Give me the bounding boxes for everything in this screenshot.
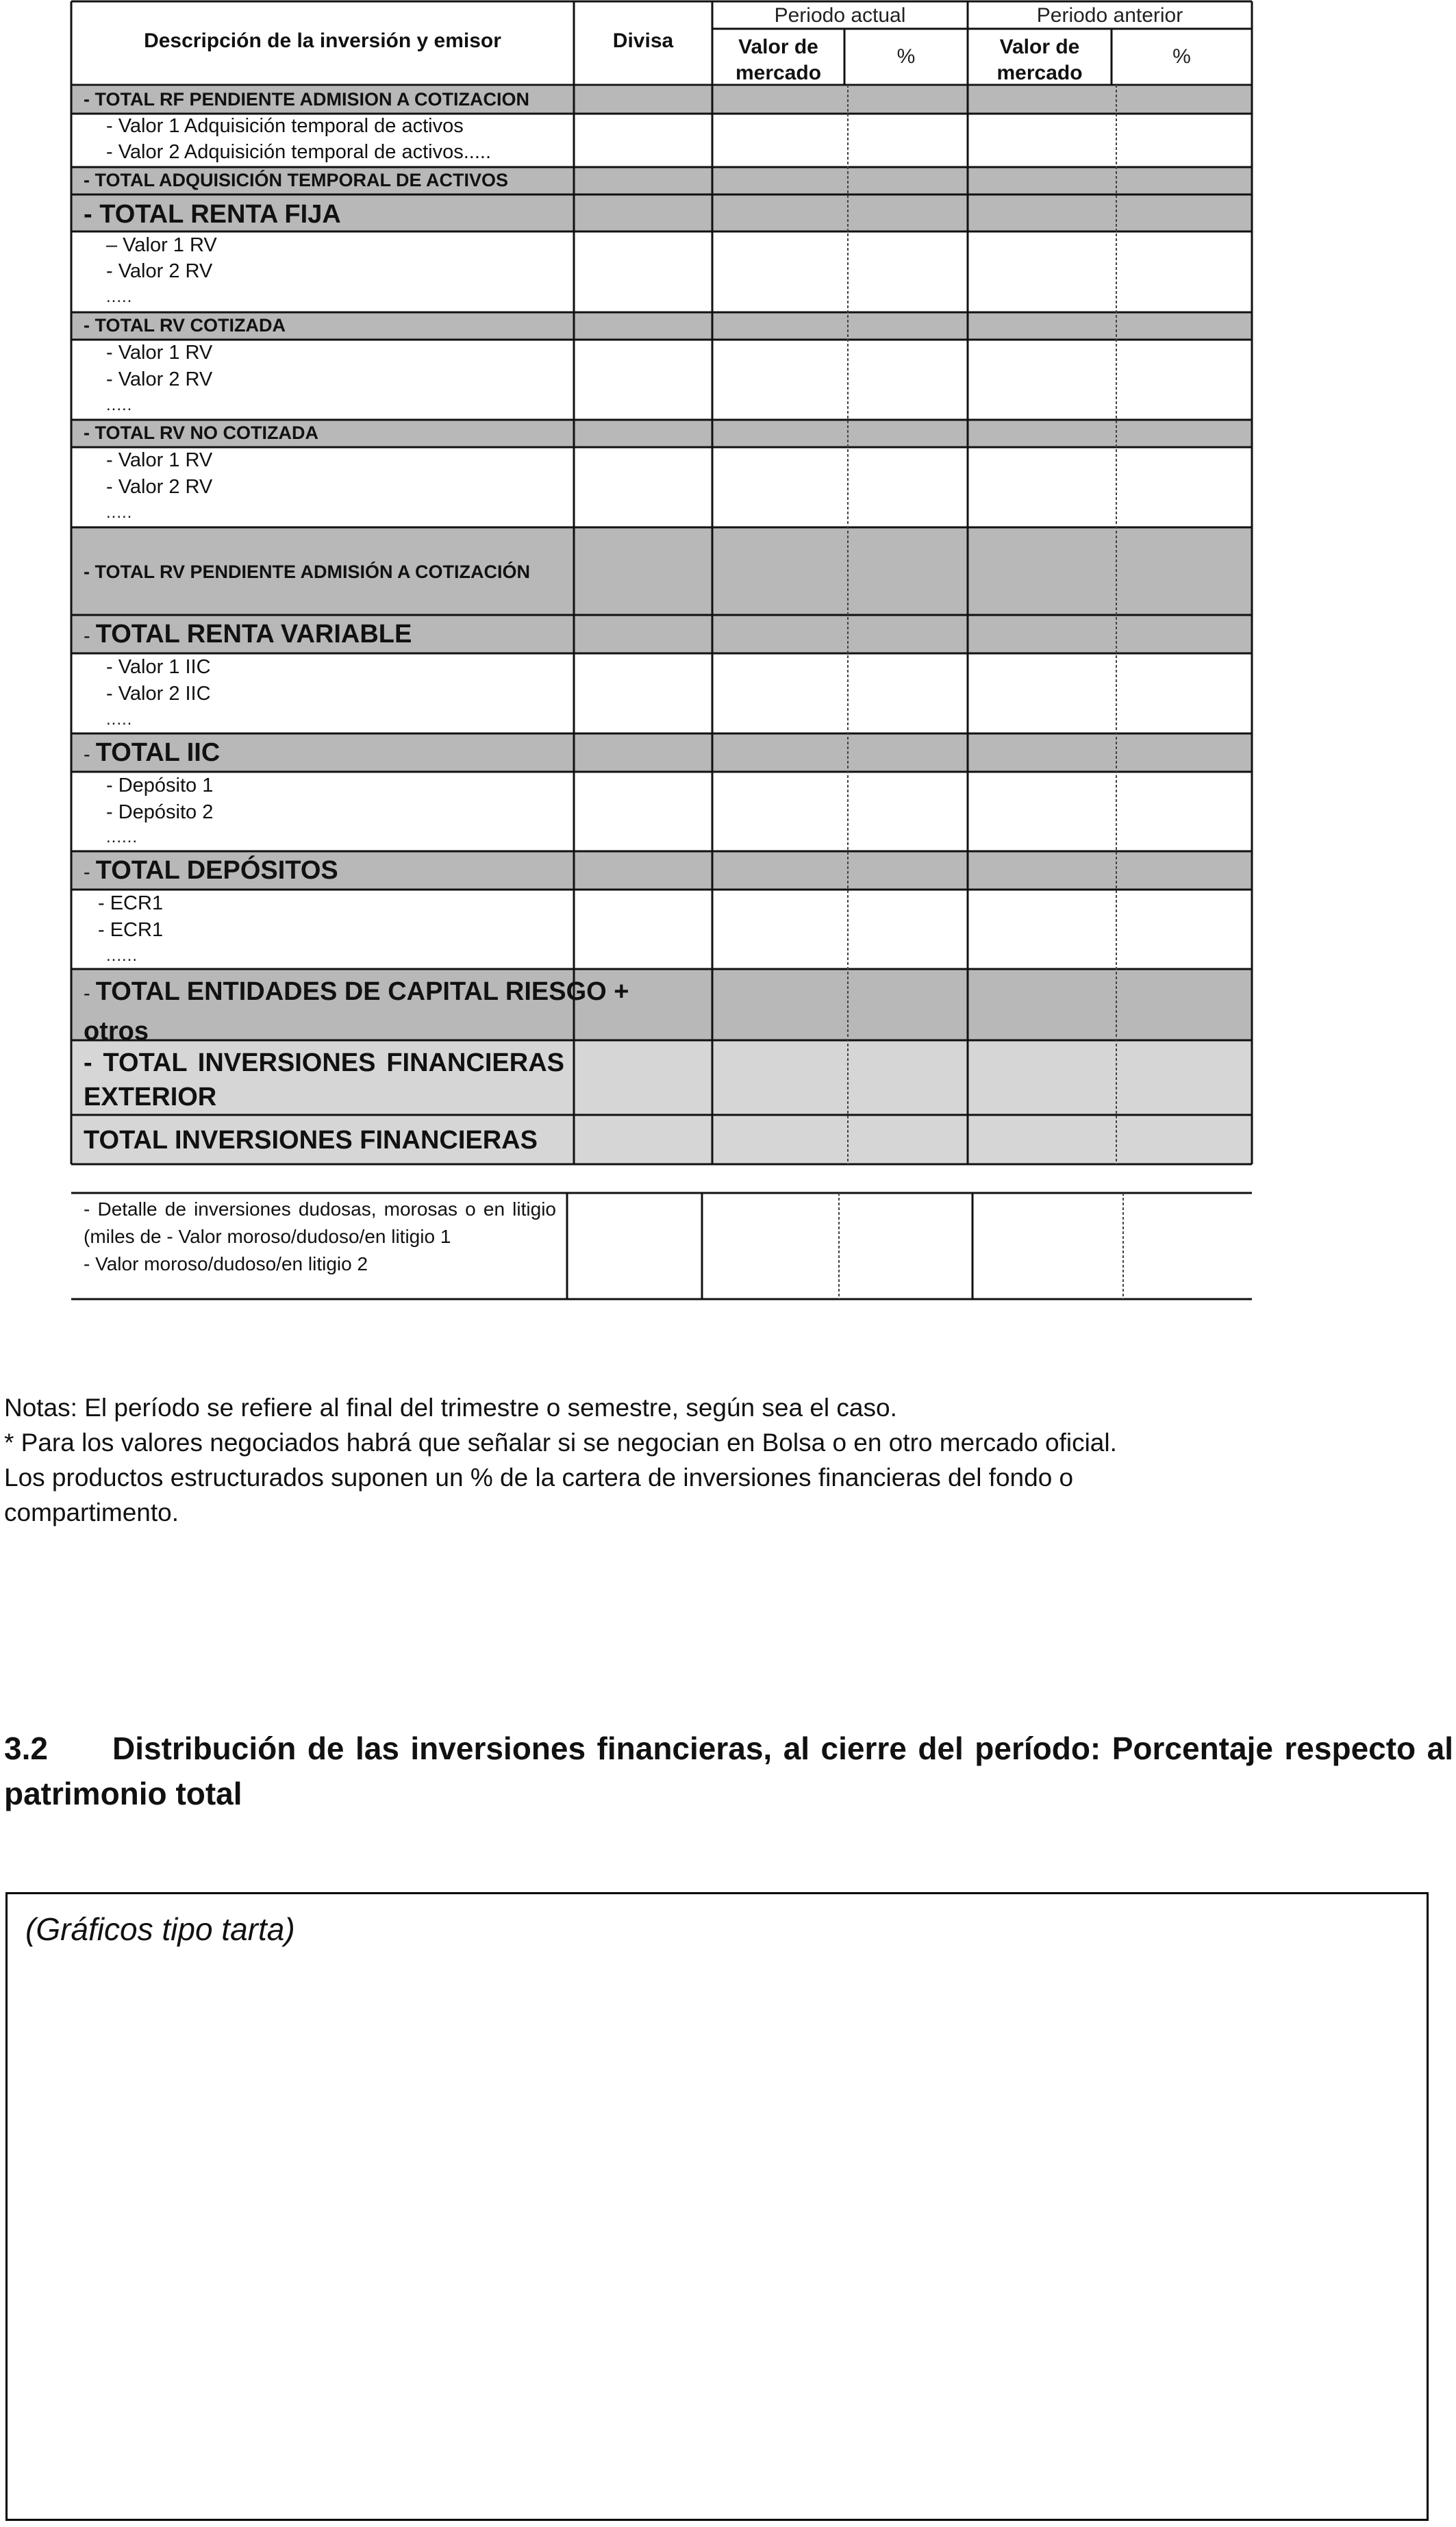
pie-chart-caption: (Gráficos tipo tarta): [25, 1911, 295, 1947]
row-rvc-valor-2: - Valor 2 RV: [106, 368, 213, 390]
row-deposito-2: - Depósito 2: [106, 801, 214, 823]
row-detalle-dudosas: [84, 1196, 556, 1278]
row-adq-valor-1: - Valor 1 Adquisición temporal de activos: [106, 115, 464, 137]
previous-market-value-line1: Valor de: [999, 36, 1080, 58]
row-rf-dots: .....: [106, 288, 133, 306]
note-line-4: compartimento.: [4, 1498, 179, 1526]
row-total-ecr-prefix: -: [84, 983, 96, 1005]
section-title-line2: patrimonio total: [4, 1776, 242, 1811]
current-percent-header: %: [896, 45, 916, 68]
row-detalle-text: - Detalle de inversiones dudosas, morosas o en litigio (miles de - Valor moroso/dudoso/en litigio 1: [84, 1198, 556, 1247]
section-heading: [4, 1726, 1453, 1816]
pie-chart-placeholder-box: [5, 1892, 1429, 2521]
row-iic-dots: .....: [106, 710, 133, 729]
row-total-iic-prefix: -: [84, 744, 96, 766]
row-rvc-dots: .....: [106, 396, 133, 414]
row-total-renta-variable-label: TOTAL RENTA VARIABLE: [95, 620, 412, 649]
row-total-rv-pendiente: - TOTAL RV PENDIENTE ADMISIÓN A COTIZACIÓN: [84, 562, 531, 582]
row-total-renta-variable-prefix: -: [84, 625, 96, 647]
row-total-exterior-line2: EXTERIOR: [84, 1083, 217, 1111]
row-rvnc-dots: .....: [106, 503, 133, 522]
row-total-renta-variable: [84, 621, 412, 647]
row-rvnc-valor-1: - Valor 1 RV: [106, 449, 213, 471]
row-total-renta-fija: - TOTAL RENTA FIJA: [84, 200, 341, 229]
row-iic-valor-2: - Valor 2 IIC: [106, 683, 211, 705]
row-deposito-dots: ......: [106, 828, 138, 846]
row-deposito-1: - Depósito 1: [106, 775, 214, 796]
row-ecr-dots: ......: [106, 946, 138, 965]
row-rvnc-valor-2: - Valor 2 RV: [106, 476, 213, 498]
notes-block: [4, 1390, 1442, 1530]
row-detalle-line3: - Valor moroso/dudoso/en litigio 2: [84, 1253, 368, 1274]
note-line-3: Los productos estructurados suponen un % de la cartera de inversiones financieras del fondo o: [4, 1463, 1074, 1492]
current-market-value-line2: mercado: [735, 62, 822, 84]
row-total-rf-pendiente: - TOTAL RF PENDIENTE ADMISION A COTIZACION: [84, 89, 529, 110]
row-rf-valor-2: - Valor 2 RV: [106, 260, 213, 282]
row-ecr-2: - ECR1: [98, 919, 164, 941]
note-line-2: * Para los valores negociados habrá que señalar si se negocian en Bolsa o en otro mercado oficial.: [4, 1429, 1117, 1457]
row-total-inversiones: TOTAL INVERSIONES FINANCIERAS: [84, 1126, 538, 1155]
note-line-1: Notas: El período se refiere al final del trimestre o semestre, según sea el caso.: [4, 1394, 897, 1422]
row-ecr-1: - ECR1: [98, 892, 164, 914]
row-total-iic: [84, 740, 220, 766]
previous-period-header: Periodo anterior: [1036, 4, 1183, 27]
currency-header: Divisa: [612, 29, 674, 52]
section-heading-line1: [4, 1726, 1453, 1771]
row-rf-valor-1: – Valor 1 RV: [106, 234, 217, 256]
row-total-ecr: [84, 975, 629, 1048]
row-total-rv-cotizada: - TOTAL RV COTIZADA: [84, 315, 286, 336]
description-header: Descripción de la inversión y emisor: [144, 29, 501, 52]
row-total-depositos: [84, 857, 338, 883]
row-total-depositos-prefix: -: [84, 862, 96, 883]
row-total-rv-no-cotizada: - TOTAL RV NO COTIZADA: [84, 423, 318, 443]
current-period-header: Periodo actual: [774, 4, 906, 27]
row-total-ecr-label: TOTAL ENTIDADES DE CAPITAL RIESGO +: [95, 977, 629, 1006]
previous-percent-header: %: [1172, 45, 1191, 68]
row-total-depositos-label: TOTAL DEPÓSITOS: [95, 856, 338, 885]
row-rvc-valor-1: - Valor 1 RV: [106, 342, 213, 364]
current-market-value-line1: Valor de: [738, 36, 818, 58]
row-adq-valor-2: - Valor 2 Adquisición temporal de activos.....: [106, 141, 492, 163]
current-market-value-header: [712, 34, 844, 86]
row-total-ecr-line1: [84, 975, 629, 1014]
previous-market-value-header: [968, 34, 1112, 86]
section-title-line1: Distribución de las inversiones financieras, al cierre del período: Porcentaje respecto al: [112, 1731, 1453, 1766]
previous-market-value-line2: mercado: [996, 62, 1083, 84]
row-total-exterior-line1: - TOTAL INVERSIONES FINANCIERAS: [84, 1048, 564, 1077]
row-total-ecr-line2: otros: [84, 1017, 149, 1046]
row-total-adq: - TOTAL ADQUISICIÓN TEMPORAL DE ACTIVOS: [84, 170, 509, 190]
section-number: 3.2: [4, 1731, 48, 1766]
row-total-exterior: [84, 1046, 564, 1114]
row-iic-valor-1: - Valor 1 IIC: [106, 656, 211, 678]
row-total-iic-label: TOTAL IIC: [95, 738, 221, 767]
